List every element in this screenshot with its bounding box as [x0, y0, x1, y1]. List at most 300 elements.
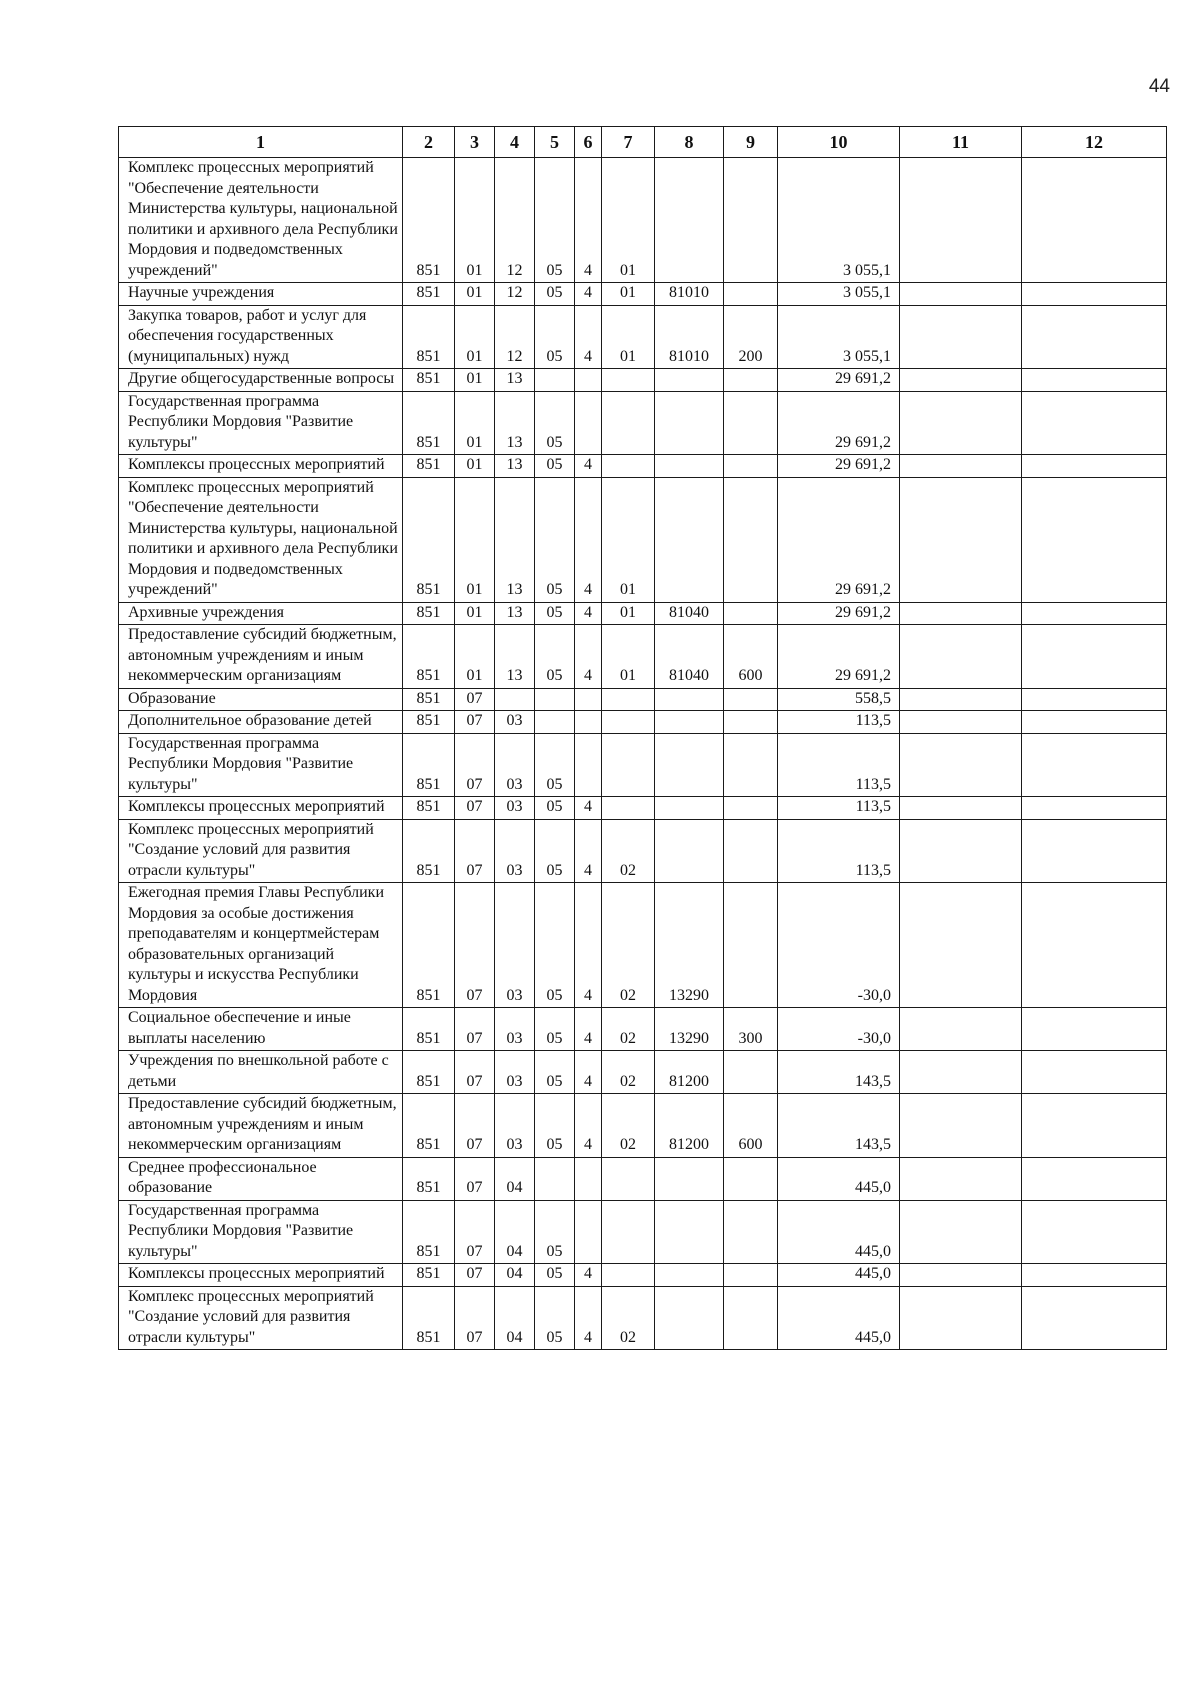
ministry-code-cell: 851	[403, 369, 455, 392]
ministry-code-cell: 851	[403, 625, 455, 689]
event-cell: 02	[602, 1094, 655, 1158]
direction-cell	[655, 819, 724, 883]
ministry-code-cell: 851	[403, 1200, 455, 1264]
amount-col11-cell	[900, 1200, 1022, 1264]
direction-cell	[655, 477, 724, 602]
subsection-cell: 04	[495, 1200, 535, 1264]
subprogram-cell: 4	[575, 1286, 602, 1350]
subprogram-cell: 4	[575, 305, 602, 369]
amount-col11-cell	[900, 1094, 1022, 1158]
subprogram-cell: 4	[575, 1264, 602, 1287]
section-cell: 01	[455, 455, 495, 478]
row-name-cell: Комплекс процессных мероприятий "Создание условий для развития отрасли культуры"	[119, 819, 403, 883]
expense-type-cell	[724, 1264, 778, 1287]
ministry-code-cell: 851	[403, 688, 455, 711]
section-cell: 01	[455, 369, 495, 392]
amount-cell: 113,5	[778, 819, 900, 883]
program-cell: 05	[535, 797, 575, 820]
amount-cell: 445,0	[778, 1157, 900, 1200]
subprogram-cell	[575, 1157, 602, 1200]
amount-col11-cell	[900, 819, 1022, 883]
amount-col11-cell	[900, 1286, 1022, 1350]
table-row	[119, 391, 1167, 455]
column-header: 5	[535, 127, 575, 158]
expense-type-cell: 600	[724, 625, 778, 689]
section-cell: 01	[455, 625, 495, 689]
ministry-code-cell: 851	[403, 455, 455, 478]
table-row	[119, 1051, 1167, 1094]
amount-col12-cell	[1022, 1286, 1167, 1350]
expense-type-cell	[724, 1286, 778, 1350]
direction-cell	[655, 369, 724, 392]
expense-type-cell	[724, 1157, 778, 1200]
program-cell: 05	[535, 1200, 575, 1264]
expense-type-cell	[724, 883, 778, 1008]
amount-col12-cell	[1022, 1157, 1167, 1200]
amount-cell: 3 055,1	[778, 158, 900, 283]
expense-type-cell	[724, 283, 778, 306]
direction-cell	[655, 711, 724, 734]
table-row	[119, 283, 1167, 306]
subprogram-cell: 4	[575, 283, 602, 306]
event-cell: 01	[602, 625, 655, 689]
amount-col11-cell	[900, 1008, 1022, 1051]
row-name-cell: Комплекс процессных мероприятий "Обеспечение деятельности Министерства культуры, национальной политики и архивного дела Республики Мордовия и подведомственных учреждений"	[119, 477, 403, 602]
ministry-code-cell: 851	[403, 1094, 455, 1158]
direction-cell	[655, 1157, 724, 1200]
amount-cell: 113,5	[778, 797, 900, 820]
amount-col11-cell	[900, 1264, 1022, 1287]
program-cell: 05	[535, 1286, 575, 1350]
subsection-cell: 12	[495, 158, 535, 283]
amount-cell: 445,0	[778, 1286, 900, 1350]
amount-col11-cell	[900, 1051, 1022, 1094]
column-header: 10	[778, 127, 900, 158]
table-row	[119, 1157, 1167, 1200]
ministry-code-cell: 851	[403, 819, 455, 883]
table-row	[119, 797, 1167, 820]
program-cell: 05	[535, 883, 575, 1008]
column-header: 2	[403, 127, 455, 158]
subprogram-cell: 4	[575, 1008, 602, 1051]
amount-col12-cell	[1022, 797, 1167, 820]
amount-cell: 29 691,2	[778, 455, 900, 478]
amount-col12-cell	[1022, 711, 1167, 734]
amount-col11-cell	[900, 477, 1022, 602]
header-row	[119, 127, 1167, 158]
program-cell: 05	[535, 819, 575, 883]
subprogram-cell: 4	[575, 883, 602, 1008]
amount-col11-cell	[900, 369, 1022, 392]
amount-col12-cell	[1022, 158, 1167, 283]
amount-cell: 445,0	[778, 1264, 900, 1287]
subsection-cell: 03	[495, 883, 535, 1008]
event-cell: 02	[602, 1286, 655, 1350]
table-row	[119, 1008, 1167, 1051]
table-row	[119, 369, 1167, 392]
amount-cell: 29 691,2	[778, 625, 900, 689]
amount-col11-cell	[900, 283, 1022, 306]
direction-cell	[655, 455, 724, 478]
amount-cell: 29 691,2	[778, 391, 900, 455]
row-name-cell: Предоставление субсидий бюджетным, автономным учреждениям и иным некоммерческим организациям	[119, 625, 403, 689]
subsection-cell: 13	[495, 391, 535, 455]
program-cell: 05	[535, 477, 575, 602]
ministry-code-cell: 851	[403, 797, 455, 820]
program-cell: 05	[535, 1051, 575, 1094]
amount-cell: 3 055,1	[778, 305, 900, 369]
page-number: 44	[1148, 76, 1170, 97]
subprogram-cell: 4	[575, 602, 602, 625]
row-name-cell: Закупка товаров, работ и услуг для обеспечения государственных (муниципальных) нужд	[119, 305, 403, 369]
ministry-code-cell: 851	[403, 602, 455, 625]
subsection-cell: 13	[495, 369, 535, 392]
amount-col11-cell	[900, 711, 1022, 734]
amount-cell: 29 691,2	[778, 477, 900, 602]
event-cell: 01	[602, 158, 655, 283]
expense-type-cell	[724, 477, 778, 602]
subprogram-cell: 4	[575, 477, 602, 602]
subsection-cell: 12	[495, 283, 535, 306]
event-cell: 02	[602, 1008, 655, 1051]
expense-type-cell	[724, 733, 778, 797]
subprogram-cell	[575, 1200, 602, 1264]
event-cell	[602, 733, 655, 797]
ministry-code-cell: 851	[403, 1264, 455, 1287]
row-name-cell: Среднее профессиональное образование	[119, 1157, 403, 1200]
amount-col12-cell	[1022, 305, 1167, 369]
amount-col12-cell	[1022, 1200, 1167, 1264]
table-row	[119, 305, 1167, 369]
column-header: 9	[724, 127, 778, 158]
subprogram-cell: 4	[575, 625, 602, 689]
expense-type-cell	[724, 819, 778, 883]
subprogram-cell	[575, 369, 602, 392]
row-name-cell: Дополнительное образование детей	[119, 711, 403, 734]
section-cell: 07	[455, 733, 495, 797]
event-cell	[602, 688, 655, 711]
column-header: 7	[602, 127, 655, 158]
section-cell: 07	[455, 1286, 495, 1350]
subprogram-cell	[575, 733, 602, 797]
row-name-cell: Социальное обеспечение и иные выплаты населению	[119, 1008, 403, 1051]
event-cell	[602, 391, 655, 455]
amount-col12-cell	[1022, 625, 1167, 689]
column-header: 8	[655, 127, 724, 158]
direction-cell: 13290	[655, 1008, 724, 1051]
direction-cell: 81200	[655, 1094, 724, 1158]
subprogram-cell	[575, 711, 602, 734]
ministry-code-cell: 851	[403, 477, 455, 602]
ministry-code-cell: 851	[403, 158, 455, 283]
expense-type-cell: 200	[724, 305, 778, 369]
ministry-code-cell: 851	[403, 1157, 455, 1200]
section-cell: 01	[455, 158, 495, 283]
table-row	[119, 625, 1167, 689]
program-cell: 05	[535, 283, 575, 306]
program-cell: 05	[535, 1008, 575, 1051]
subsection-cell: 03	[495, 1094, 535, 1158]
section-cell: 07	[455, 883, 495, 1008]
amount-col11-cell	[900, 625, 1022, 689]
amount-col11-cell	[900, 733, 1022, 797]
direction-cell	[655, 158, 724, 283]
amount-col12-cell	[1022, 1008, 1167, 1051]
row-name-cell: Государственная программа Республики Мордовия "Развитие культуры"	[119, 733, 403, 797]
direction-cell	[655, 1264, 724, 1287]
expense-type-cell	[724, 1200, 778, 1264]
amount-cell: 3 055,1	[778, 283, 900, 306]
program-cell: 05	[535, 1094, 575, 1158]
event-cell: 02	[602, 1051, 655, 1094]
amount-col12-cell	[1022, 1051, 1167, 1094]
program-cell	[535, 1157, 575, 1200]
ministry-code-cell: 851	[403, 1008, 455, 1051]
amount-col12-cell	[1022, 455, 1167, 478]
section-cell: 07	[455, 1051, 495, 1094]
section-cell: 07	[455, 797, 495, 820]
event-cell	[602, 1157, 655, 1200]
amount-col12-cell	[1022, 733, 1167, 797]
direction-cell	[655, 1286, 724, 1350]
ministry-code-cell: 851	[403, 711, 455, 734]
subprogram-cell: 4	[575, 1094, 602, 1158]
subsection-cell: 13	[495, 455, 535, 478]
subsection-cell: 03	[495, 733, 535, 797]
amount-col11-cell	[900, 455, 1022, 478]
ministry-code-cell: 851	[403, 733, 455, 797]
direction-cell: 81010	[655, 305, 724, 369]
amount-cell: 143,5	[778, 1051, 900, 1094]
subprogram-cell: 4	[575, 158, 602, 283]
subsection-cell: 03	[495, 711, 535, 734]
subsection-cell: 12	[495, 305, 535, 369]
table-row	[119, 477, 1167, 602]
amount-col12-cell	[1022, 1094, 1167, 1158]
row-name-cell: Архивные учреждения	[119, 602, 403, 625]
amount-col12-cell	[1022, 1264, 1167, 1287]
subprogram-cell	[575, 391, 602, 455]
subprogram-cell: 4	[575, 1051, 602, 1094]
expense-type-cell	[724, 158, 778, 283]
section-cell: 07	[455, 711, 495, 734]
program-cell: 05	[535, 625, 575, 689]
amount-col12-cell	[1022, 477, 1167, 602]
event-cell	[602, 797, 655, 820]
amount-col11-cell	[900, 602, 1022, 625]
ministry-code-cell: 851	[403, 1051, 455, 1094]
event-cell	[602, 369, 655, 392]
ministry-code-cell: 851	[403, 283, 455, 306]
subprogram-cell: 4	[575, 455, 602, 478]
column-header: 1	[119, 127, 403, 158]
subsection-cell: 04	[495, 1286, 535, 1350]
direction-cell: 81040	[655, 625, 724, 689]
amount-col12-cell	[1022, 369, 1167, 392]
table-row	[119, 883, 1167, 1008]
event-cell: 01	[602, 305, 655, 369]
amount-col11-cell	[900, 305, 1022, 369]
row-name-cell: Другие общегосударственные вопросы	[119, 369, 403, 392]
row-name-cell: Комплексы процессных мероприятий	[119, 455, 403, 478]
table-row	[119, 733, 1167, 797]
amount-col12-cell	[1022, 688, 1167, 711]
table-row	[119, 1264, 1167, 1287]
ministry-code-cell: 851	[403, 391, 455, 455]
expense-type-cell	[724, 455, 778, 478]
amount-cell: 113,5	[778, 733, 900, 797]
subprogram-cell	[575, 688, 602, 711]
amount-col11-cell	[900, 688, 1022, 711]
budget-table	[118, 126, 1167, 1350]
section-cell: 07	[455, 1094, 495, 1158]
event-cell	[602, 1200, 655, 1264]
column-header: 6	[575, 127, 602, 158]
direction-cell	[655, 1200, 724, 1264]
ministry-code-cell: 851	[403, 1286, 455, 1350]
row-name-cell: Комплекс процессных мероприятий "Обеспечение деятельности Министерства культуры, национальной политики и архивного дела Республики Мордовия и подведомственных учреждений"	[119, 158, 403, 283]
subsection-cell: 13	[495, 602, 535, 625]
ministry-code-cell: 851	[403, 883, 455, 1008]
program-cell: 05	[535, 1264, 575, 1287]
direction-cell	[655, 688, 724, 711]
subsection-cell: 13	[495, 477, 535, 602]
row-name-cell: Комплексы процессных мероприятий	[119, 1264, 403, 1287]
amount-col11-cell	[900, 158, 1022, 283]
direction-cell: 13290	[655, 883, 724, 1008]
amount-col11-cell	[900, 391, 1022, 455]
section-cell: 07	[455, 688, 495, 711]
event-cell	[602, 1264, 655, 1287]
amount-cell: 29 691,2	[778, 602, 900, 625]
event-cell: 01	[602, 477, 655, 602]
subsection-cell: 03	[495, 797, 535, 820]
expense-type-cell	[724, 369, 778, 392]
expense-type-cell: 600	[724, 1094, 778, 1158]
table-row	[119, 602, 1167, 625]
subsection-cell: 03	[495, 1051, 535, 1094]
direction-cell	[655, 797, 724, 820]
section-cell: 07	[455, 1008, 495, 1051]
program-cell: 05	[535, 391, 575, 455]
subsection-cell: 03	[495, 1008, 535, 1051]
amount-cell: 143,5	[778, 1094, 900, 1158]
program-cell	[535, 711, 575, 734]
row-name-cell: Государственная программа Республики Мордовия "Развитие культуры"	[119, 1200, 403, 1264]
amount-col12-cell	[1022, 602, 1167, 625]
amount-cell: 113,5	[778, 711, 900, 734]
section-cell: 01	[455, 391, 495, 455]
column-header: 12	[1022, 127, 1167, 158]
amount-col11-cell	[900, 883, 1022, 1008]
event-cell	[602, 455, 655, 478]
expense-type-cell	[724, 688, 778, 711]
expense-type-cell: 300	[724, 1008, 778, 1051]
subprogram-cell: 4	[575, 797, 602, 820]
amount-cell: -30,0	[778, 883, 900, 1008]
subsection-cell: 04	[495, 1157, 535, 1200]
row-name-cell: Научные учреждения	[119, 283, 403, 306]
table-row	[119, 455, 1167, 478]
amount-cell: 29 691,2	[778, 369, 900, 392]
amount-cell: 445,0	[778, 1200, 900, 1264]
table-row	[119, 1094, 1167, 1158]
row-name-cell: Комплексы процессных мероприятий	[119, 797, 403, 820]
section-cell: 07	[455, 1264, 495, 1287]
event-cell: 01	[602, 602, 655, 625]
program-cell: 05	[535, 158, 575, 283]
expense-type-cell	[724, 797, 778, 820]
table-row	[119, 711, 1167, 734]
amount-col11-cell	[900, 1157, 1022, 1200]
table-row	[119, 1286, 1167, 1350]
subsection-cell: 13	[495, 625, 535, 689]
subsection-cell: 04	[495, 1264, 535, 1287]
event-cell: 01	[602, 283, 655, 306]
amount-col11-cell	[900, 797, 1022, 820]
table-row	[119, 688, 1167, 711]
section-cell: 07	[455, 1200, 495, 1264]
row-name-cell: Образование	[119, 688, 403, 711]
direction-cell	[655, 733, 724, 797]
amount-cell: -30,0	[778, 1008, 900, 1051]
direction-cell: 81010	[655, 283, 724, 306]
table-row	[119, 819, 1167, 883]
direction-cell: 81200	[655, 1051, 724, 1094]
expense-type-cell	[724, 602, 778, 625]
program-cell: 05	[535, 733, 575, 797]
column-header: 11	[900, 127, 1022, 158]
amount-cell: 558,5	[778, 688, 900, 711]
subsection-cell: 03	[495, 819, 535, 883]
row-name-cell: Ежегодная премия Главы Республики Мордовия за особые достижения преподавателям и концертмейстерам образовательных организаций культуры и искусства Республики Мордовия	[119, 883, 403, 1008]
amount-col12-cell	[1022, 819, 1167, 883]
amount-col12-cell	[1022, 283, 1167, 306]
ministry-code-cell: 851	[403, 305, 455, 369]
subsection-cell	[495, 688, 535, 711]
program-cell: 05	[535, 455, 575, 478]
amount-col12-cell	[1022, 391, 1167, 455]
expense-type-cell	[724, 711, 778, 734]
table-row	[119, 1200, 1167, 1264]
section-cell: 01	[455, 477, 495, 602]
section-cell: 01	[455, 283, 495, 306]
table-row	[119, 158, 1167, 283]
event-cell: 02	[602, 819, 655, 883]
row-name-cell: Государственная программа Республики Мордовия "Развитие культуры"	[119, 391, 403, 455]
column-header: 4	[495, 127, 535, 158]
row-name-cell: Комплекс процессных мероприятий "Создание условий для развития отрасли культуры"	[119, 1286, 403, 1350]
program-cell	[535, 688, 575, 711]
section-cell: 07	[455, 819, 495, 883]
amount-col12-cell	[1022, 883, 1167, 1008]
program-cell: 05	[535, 305, 575, 369]
subprogram-cell: 4	[575, 819, 602, 883]
direction-cell	[655, 391, 724, 455]
event-cell: 02	[602, 883, 655, 1008]
section-cell: 01	[455, 305, 495, 369]
program-cell: 05	[535, 602, 575, 625]
expense-type-cell	[724, 1051, 778, 1094]
event-cell	[602, 711, 655, 734]
row-name-cell: Учреждения по внешкольной работе с детьми	[119, 1051, 403, 1094]
section-cell: 01	[455, 602, 495, 625]
row-name-cell: Предоставление субсидий бюджетным, автономным учреждениям и иным некоммерческим организациям	[119, 1094, 403, 1158]
direction-cell: 81040	[655, 602, 724, 625]
column-header: 3	[455, 127, 495, 158]
program-cell	[535, 369, 575, 392]
section-cell: 07	[455, 1157, 495, 1200]
